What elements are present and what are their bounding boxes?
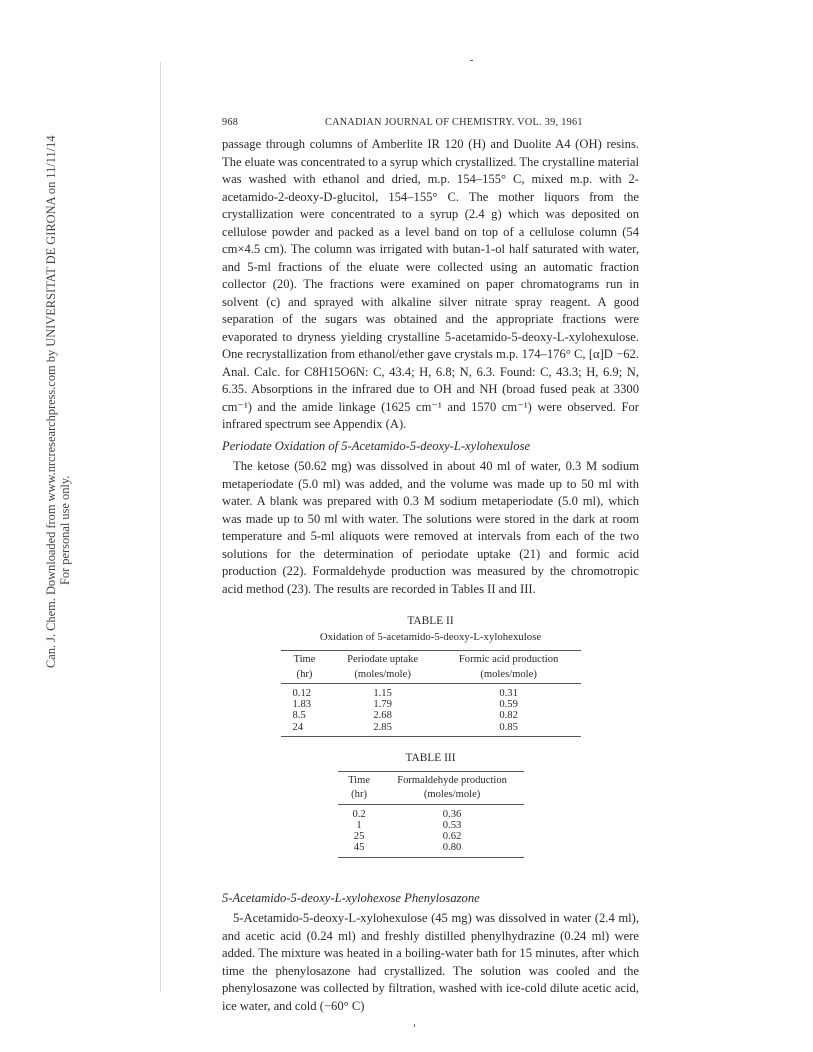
section-title-phenylosazone: 5-Acetamido-5-deoxy-L-xylohexose Phenylosazone bbox=[222, 890, 480, 905]
table-cell: 0.53 bbox=[442, 820, 462, 832]
table-cell: 2.68 bbox=[373, 710, 392, 722]
table-3-header-time: Time bbox=[338, 771, 381, 789]
scan-speck bbox=[470, 60, 473, 61]
table-2-header-formic: Formic acid production bbox=[437, 651, 581, 669]
table-3-header-formaldehyde: Formaldehyde production bbox=[381, 771, 524, 789]
table-cell: 8.5 bbox=[292, 710, 306, 722]
section-title-periodate-oxidation: Periodate Oxidation of 5-Acetamido-5-deoxy-L-xylohexulose bbox=[222, 438, 531, 453]
article-page bbox=[222, 117, 639, 1015]
table-2 bbox=[281, 650, 581, 737]
table-row bbox=[338, 804, 524, 820]
table-3-header-time-unit: (hr) bbox=[338, 789, 381, 804]
table-row bbox=[281, 699, 581, 710]
table-3-block bbox=[222, 751, 639, 858]
table-cell: 1.83 bbox=[292, 699, 312, 711]
table-2-header-time-unit: (hr) bbox=[281, 669, 329, 684]
journal-title: CANADIAN JOURNAL OF CHEMISTRY. VOL. 39, 1961 bbox=[325, 117, 583, 128]
table-2-caption: TABLE II bbox=[407, 615, 454, 627]
scan-speck bbox=[414, 1024, 415, 1027]
table-cell: 0.12 bbox=[292, 688, 312, 699]
watermark-line-1: Can. J. Chem. Downloaded from www.nrcresearchpress.com by UNIVERSITAT DE GIRONA on 11/11/14 bbox=[44, 135, 58, 668]
table-cell: 1 bbox=[356, 820, 362, 832]
table-cell: 1.79 bbox=[373, 699, 392, 711]
table-cell: 2.85 bbox=[329, 722, 437, 737]
table-cell: 0.31 bbox=[499, 688, 518, 699]
table-cell: 24 bbox=[281, 722, 329, 737]
paragraph-3: 5-Acetamido-5-deoxy-L-xylohexulose (45 mg) was dissolved in water (2.4 ml), and acetic acid (0.24 ml) and freshly distilled phenylhydrazine (0.24 ml) were added. The mixture was heated in a boiling-water bath for 15 minutes, after which time the phenylosazone had crystallized. The solution was cooled and the phenylosazone was collected by filtration, washed with ice-cold dilute acetic acid, ice water, and cold (−60° C) bbox=[222, 911, 639, 1013]
watermark-line-2: For personal use only. bbox=[58, 475, 72, 585]
table-2-block bbox=[222, 614, 639, 737]
table-cell: 0.59 bbox=[499, 699, 518, 711]
table-row bbox=[281, 710, 581, 721]
table-row bbox=[338, 831, 524, 842]
table-2-header-periodate: Periodate uptake bbox=[329, 651, 437, 669]
table-3 bbox=[338, 771, 524, 858]
table-2-header-formic-unit: (moles/mole) bbox=[437, 669, 581, 684]
table-row bbox=[281, 722, 581, 737]
table-2-header-time: Time bbox=[281, 651, 329, 669]
table-cell: 45 bbox=[338, 842, 381, 857]
table-cell: 0.85 bbox=[437, 722, 581, 737]
page-number: 968 bbox=[222, 117, 239, 128]
running-header bbox=[222, 117, 639, 133]
table-cell: 0.2 bbox=[352, 808, 366, 820]
table-cell: 1.15 bbox=[373, 688, 392, 699]
paragraph-1: passage through columns of Amberlite IR 120 (H) and Duolite A4 (OH) resins. The eluate was concentrated to a syrup which crystallized. The crystalline material was washed with ethanol and dried, m.p. 154–155° C, mixed m.p. with 2-acetamido-2-deoxy-D-glucitol, 154–155° C. The mother liquors from the crystallization were concentrated to a syrup (2.4 g) which was deposited on cellulose powder and packed as a level band on top of a cellulose column (54 cm×4.5 cm). The column was irrigated with butan-1-ol half saturated with water, and 5-ml fractions of the eluate were collected using an automatic fraction collector (20). The fractions were examined on paper chromatograms run in solvent (c) and sprayed with alkaline silver nitrate spray reagent. A good separation of the sugars was obtained and the appropriate fractions were evaporated to dryness yielding crystalline 5-acetamido-5-deoxy-L-xylohexulose. One recrystallization from ethanol/ether gave crystals m.p. 174–176° C, [α]D −62. Anal. Calc. for C8H15O6N: C, 43.4; H, 6.8; N, 6.3. Found: C, 43.3; H, 6.9; N, 6.35. Absorptions in the infrared due to OH and NH (broad fused peak at 3300 cm⁻¹) and the amide linkage (1625 cm⁻¹ and 1570 cm⁻¹) were observed. For infrared spectrum see Appendix (A). bbox=[222, 137, 639, 431]
paragraph-2: The ketose (50.62 mg) was dissolved in about 40 ml of water, 0.3 M sodium metaperiodate (5.0 ml) was added, and the volume was made up to 50 ml with water. A blank was prepared with 0.3 M sodium metaperiodate (5.0 ml), which was made up to 50 ml with water. The solutions were stored in the dark at room temperature and 5-ml aliquots were removed at intervals from each of the two solutions for the determination of periodate uptake (21) and formic acid production (22). Formaldehyde production was measured by the chromotropic acid method (23). The results are recorded in Tables II and III. bbox=[222, 459, 639, 596]
table-3-caption: TABLE III bbox=[405, 751, 456, 764]
table-row bbox=[338, 820, 524, 831]
table-cell: 0.36 bbox=[442, 808, 462, 820]
phenylosazone-section bbox=[222, 890, 639, 1016]
table-3-header-formaldehyde-unit: (moles/mole) bbox=[381, 789, 524, 804]
table-2-subtitle: Oxidation of 5-acetamido-5-deoxy-L-xylohexulose bbox=[319, 631, 542, 643]
table-cell: 0.62 bbox=[442, 831, 462, 843]
table-row bbox=[281, 684, 581, 700]
page-margin-line bbox=[160, 62, 161, 992]
table-2-header-periodate-unit: (moles/mole) bbox=[329, 669, 437, 684]
table-cell: 25 bbox=[353, 831, 365, 843]
table-cell: 0.82 bbox=[499, 710, 518, 722]
table-row bbox=[338, 842, 524, 857]
table-cell: 0.80 bbox=[381, 842, 524, 857]
